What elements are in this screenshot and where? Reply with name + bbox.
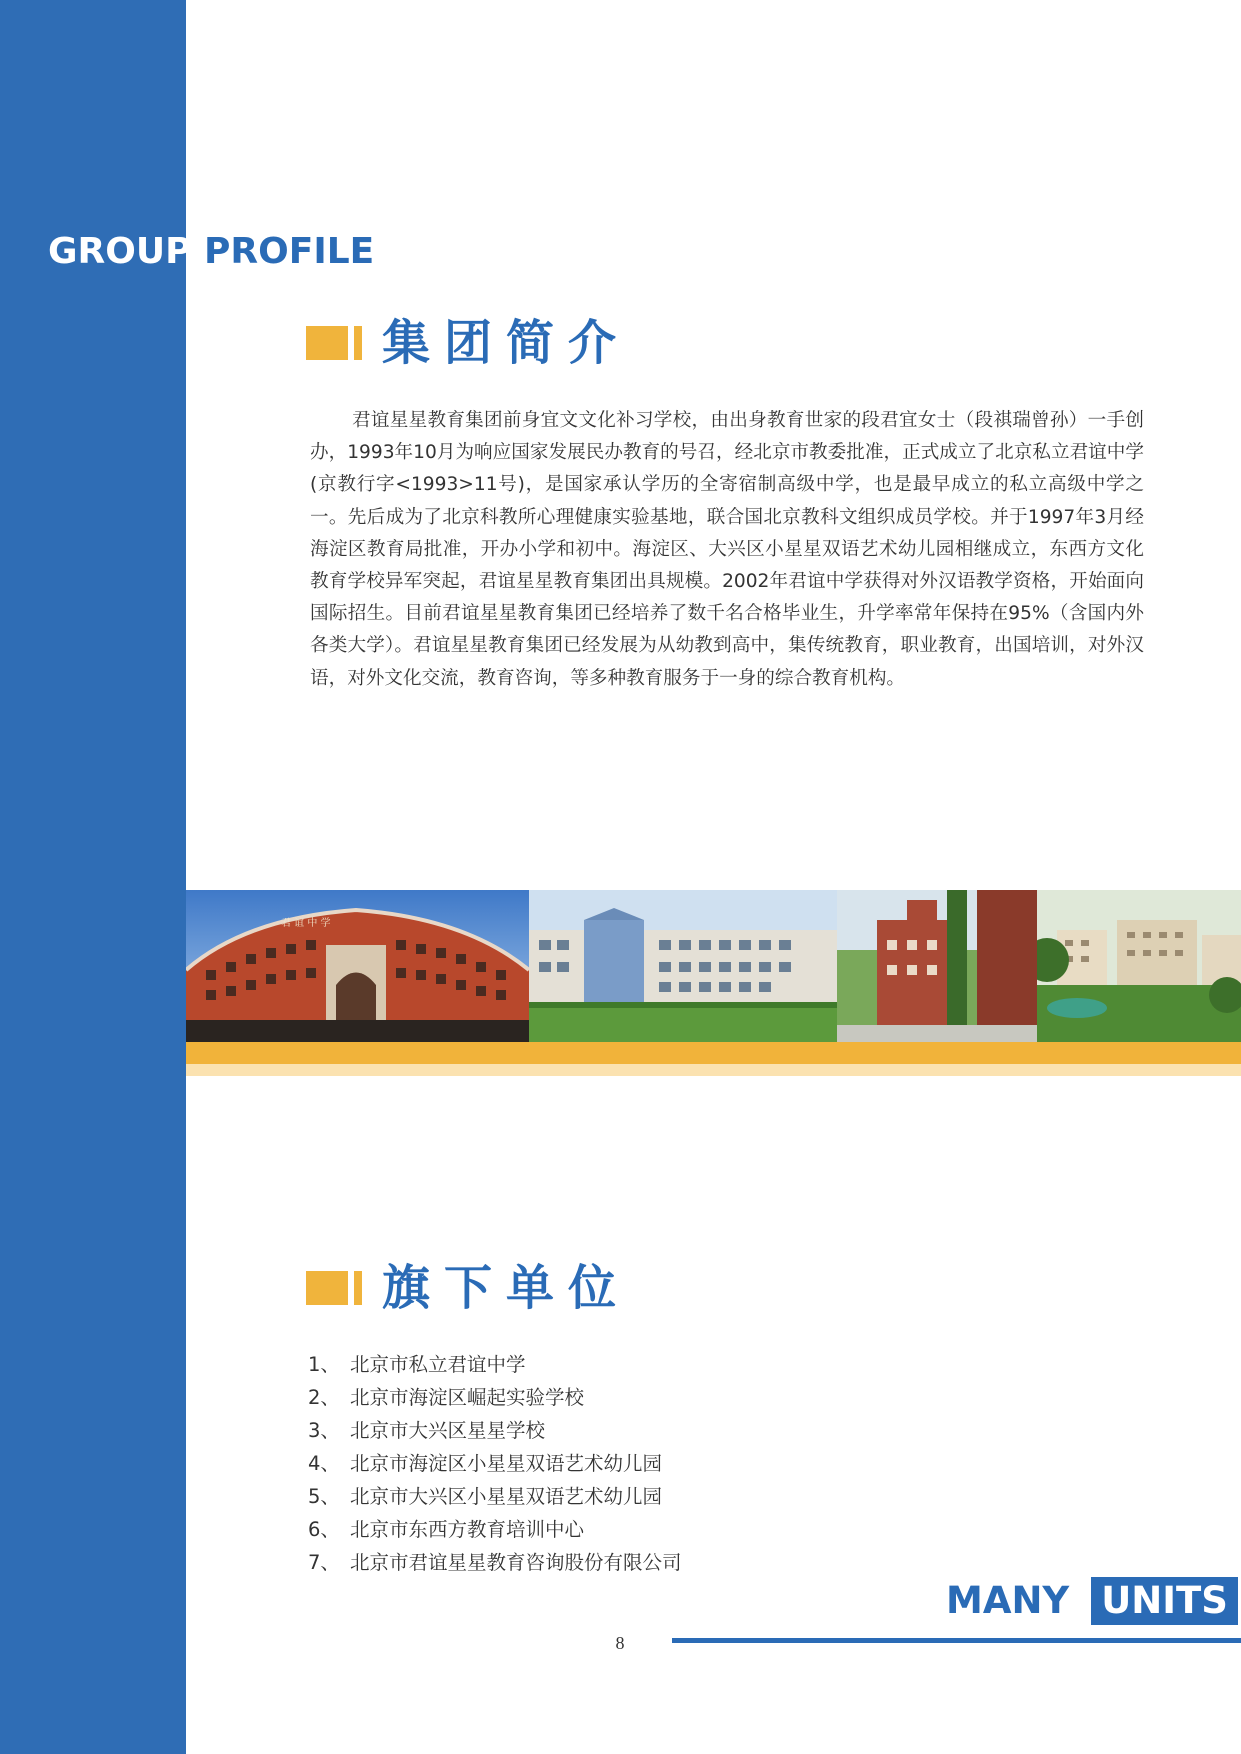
- photo-strip: [186, 890, 1241, 1042]
- intro-title-text: 集团简介: [382, 315, 631, 371]
- school-sign-text: 君 谊 中 学: [281, 918, 331, 929]
- list-item: [308, 1381, 682, 1414]
- many-text: MANY: [946, 1579, 1070, 1622]
- list-item-number: 5、: [308, 1485, 340, 1508]
- list-item-name: 北京市私立君谊中学: [350, 1353, 526, 1376]
- list-item: [308, 1447, 682, 1480]
- footer-rule: [672, 1638, 1241, 1643]
- list-item-name: 北京市君谊星星教育咨询股份有限公司: [350, 1551, 682, 1574]
- group-profile-heading: [48, 230, 374, 274]
- list-item-name: 北京市东西方教育培训中心: [350, 1518, 585, 1541]
- heading-profile: PROFILE: [204, 231, 375, 272]
- school-photo-garden: [1037, 890, 1241, 1042]
- heading-group: GROUP: [48, 231, 205, 272]
- list-item: [308, 1546, 682, 1579]
- title-marker-icon: [306, 326, 362, 360]
- list-item-number: 3、: [308, 1419, 340, 1442]
- list-item-number: 6、: [308, 1518, 340, 1541]
- school-photo-grey-building: [529, 890, 837, 1042]
- decorative-light-band: [186, 1064, 1241, 1076]
- page-number: 8: [615, 1633, 625, 1653]
- units-badge: UNITS: [1091, 1577, 1238, 1625]
- many-units-label: [946, 1577, 1238, 1625]
- decorative-orange-band: [186, 1042, 1241, 1064]
- list-item: [308, 1480, 682, 1513]
- list-item-number: 2、: [308, 1386, 340, 1409]
- school-photo-red-tower: [837, 890, 1037, 1042]
- units-list: [308, 1348, 682, 1579]
- list-item-name: 北京市海淀区崛起实验学校: [350, 1386, 585, 1409]
- school-photo-red-building: [186, 890, 529, 1042]
- list-item-name: 北京市大兴区小星星双语艺术幼儿园: [350, 1485, 663, 1508]
- list-item-number: 1、: [308, 1353, 340, 1376]
- list-item-number: 7、: [308, 1551, 340, 1574]
- title-marker-icon: [306, 1271, 362, 1305]
- units-title-text: 旗下单位: [382, 1260, 631, 1316]
- units-section-title: [306, 1258, 630, 1318]
- list-item-name: 北京市海淀区小星星双语艺术幼儿园: [350, 1452, 663, 1475]
- list-item-name: 北京市大兴区星星学校: [350, 1419, 546, 1442]
- list-item-number: 4、: [308, 1452, 340, 1475]
- list-item: [308, 1513, 682, 1546]
- intro-section-title: [306, 313, 630, 373]
- list-item: [308, 1348, 682, 1381]
- intro-paragraph: 君谊星星教育集团前身宜文文化补习学校，由出身教育世家的段君宜女士（段祺瑞曾孙）一手创办，1993年10月为响应国家发展民办教育的号召，经北京市教委批准，正式成立了北京私立君谊中学(京教行字<1993>11号)，是国家承认学历的全寄宿制高级中学，也是最早成立的私立高级中学之一。先后成为了北京科教所心理健康实验基地，联合国北京教科文组织成员学校。并于1997年3月经海淀区教育局批准，开办小学和初中。海淀区、大兴区小星星双语艺术幼儿园相继成立，东西方文化教育学校异军突起，君谊星星教育集团出具规模。2002年君谊中学获得对外汉语教学资格，开始面向国际招生。目前君谊星星教育集团已经培养了数千名合格毕业生，升学率常年保持在95%（含国内外各类大学）。君谊星星教育集团已经发展为从幼教到高中，集传统教育，职业教育，出国培训，对外汉语，对外文化交流，教育咨询，等多种教育服务于一身的综合教育机构。: [310, 410, 1144, 689]
- list-item: [308, 1414, 682, 1447]
